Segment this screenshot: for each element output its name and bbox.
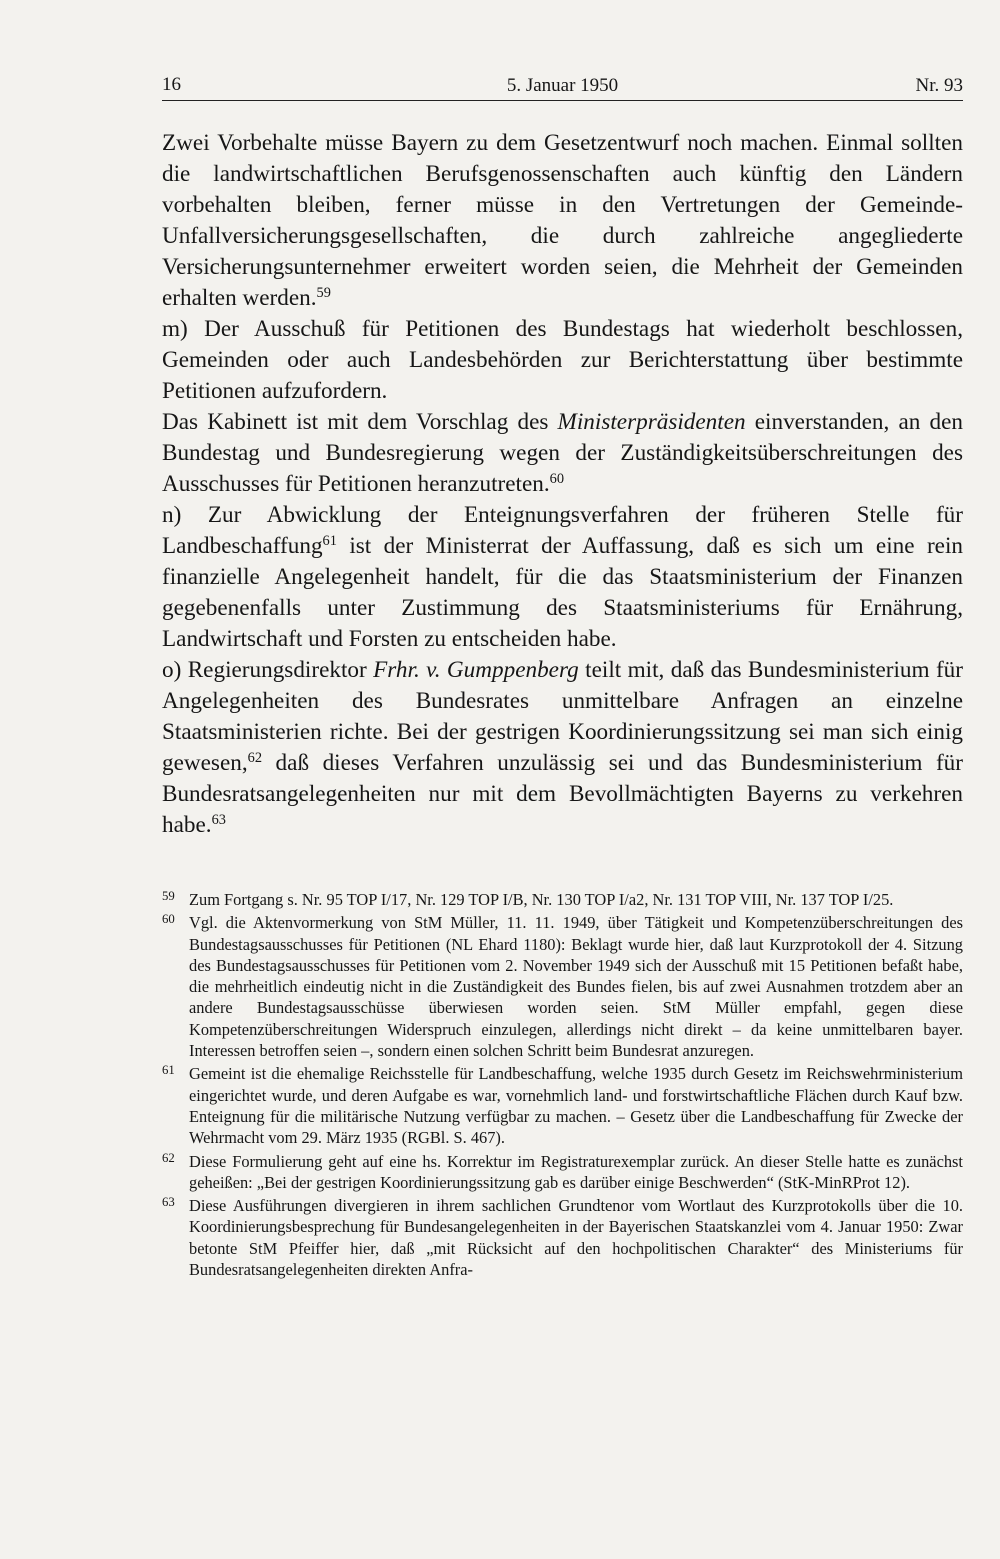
footnote-number: 60 xyxy=(162,912,175,927)
person-name: Frhr. v. Gumppenberg xyxy=(373,657,579,683)
page-number: 16 xyxy=(162,74,181,95)
paragraph-kabinett: Das Kabinett ist mit dem Vorschlag des Ministerpräsidenten einverstanden, an den Bundestag und Bundesregierung wegen der Zuständigkeitsüberschreitungen des Ausschusses für Petitionen heranzutreten.$^{60}$ xyxy=(162,409,964,497)
footnote-number: 63 xyxy=(162,1195,175,1210)
footnote-ref-63[interactable]: 63 xyxy=(211,812,226,829)
footnote-60: 60 Vgl. die Aktenvormerkung von StM Müller, 11. 11. 1949, über Tätigkeit und Kompetenzüberschreitungen des Bundestagsausschusses für Petitionen (NL Ehard 1180): Beklagt wurde hier, daß laut Kurzprotokoll der 4. Sitzung des Bundestagsausschusses für Petitionen vom 2. November 1949 sich der Ausschuß mit 15 Petitionen befaßt habe, die mehrheitlich eindeutig nicht in die Zuständigkeit des Bundes fielen, bis auf zwei Ausnahmen trotzdem aber an andere Bundestagsausschüsse überwiesen worden seien. StM Müller empfahl, gegen diese Kompetenzüberschreitungen Widerspruch einzulegen, allerdings nicht direkt – da keine unmittelbaren bayer. Interessen betroffen seien –, sondern einen solchen Schritt beim Bundesrat anzuregen. xyxy=(162,912,963,1061)
paragraph-o-bundesrat: o) Regierungsdirektor Frhr. v. Gumppenberg teilt mit, daß das Bundesministerium für Angelegenheiten des Bundesrates unmittelbare Anfragen an einzelne Staatsministerien richte. Bei der gestrigen Koordinierungssitzung sei man sich einig gewesen,$^{62}$ daß dieses Verfahren unzulässig sei und das Bundesministerium für Bundesratsangelegenheiten nur mit dem Bevollmächtigten Bayerns zu verkehren habe.$^{63}$ xyxy=(162,657,963,838)
footnote-number: 59 xyxy=(162,889,175,903)
footnote-ref-59[interactable]: 59 xyxy=(316,285,331,302)
document-number: Nr. 93 xyxy=(915,75,963,96)
footnote-63: 63 Diese Ausführungen divergieren in ihrem sachlichen Grundtenor vom Wortlaut des Kurzprotokolls über die 10. Koordinierungsbesprechung für Bundesangelegenheiten in der Bayerischen Staatskanzlei vom 4. Januar 1950: Zwar betonte StM Pfeiffer hier, daß „mit Rücksicht auf den hochpolitischen Charakter“ des Ministeriums für Bundesratsangelegenheiten direkten Anfra- xyxy=(162,1195,963,1280)
paragraph-m-petitionen: m) Der Ausschuß für Petitionen des Bundestags hat wiederholt beschlossen, Gemeinden oder auch Landesbehörden zur Berichterstattung über bestimmte Petitionen aufzufordern. xyxy=(162,316,963,404)
footnotes xyxy=(162,889,963,1282)
main-text xyxy=(162,128,963,841)
person-name: Ministerpräsidenten xyxy=(557,409,746,435)
footnote-ref-62[interactable]: 62 xyxy=(247,750,263,767)
header-date: 5. Januar 1950 xyxy=(506,75,619,96)
footnote-ref-60[interactable]: 60 xyxy=(549,471,565,488)
paragraph-n-landbeschaffung: n) Zur Abwicklung der Enteignungsverfahren der früheren Stelle für Landbeschaffung$^{61}$ ist der Ministerrat der Auffassung, daß es sich um eine rein finanzielle Angelegenheit handelt, für die das Staatsministerium der Finanzen gegebenenfalls unter Zustimmung des Staatsministeriums für Ernährung, Landwirtschaft und Forsten zu entscheiden habe. xyxy=(162,502,963,652)
page xyxy=(162,70,963,841)
footnote-ref-61[interactable]: 61 xyxy=(322,533,337,550)
footnote-number: 61 xyxy=(162,1063,175,1078)
footnote-62: 62 Diese Formulierung geht auf eine hs. Korrektur im Registraturexemplar zurück. An dieser Stelle hatte es zunächst geheißen: „Bei der gestrigen Koordinierungssitzung gab es darüber einige Beschwerden“ (StK-MinRProt 12). xyxy=(162,1150,963,1192)
footnote-number: 62 xyxy=(162,1150,175,1165)
paragraph-vorbehalte: Zwei Vorbehalte müsse Bayern zu dem Gesetzentwurf noch machen. Einmal sollten die landwirtschaftlichen Berufsgenossenschaften auch künftig den Ländern vorbehalten bleiben, ferner müsse in den Vertretungen der Gemeinde-Unfallversicherungsgesellschaften, die durch zahlreiche angegliederte Versicherungsunternehmer erweitert worden seien, die Mehrheit der Gemeinden erhalten werden.$^{59}$ xyxy=(162,130,963,311)
footnote-61: 61 Gemeint ist die ehemalige Reichsstelle für Landbeschaffung, welche 1935 durch Gesetz im Reichswehrministerium eingerichtet wurde, und deren Aufgabe es war, vornehmlich land- und forstwirtschaftliche Flächen durch Kauf bzw. Enteignung für die militärische Nutzung verfügbar zu machen. – Gesetz über die Landbeschaffung für Zwecke der Wehrmacht vom 29. März 1935 (RGBl. S. 467). xyxy=(162,1063,963,1148)
footnote-59: 59 Zum Fortgang s. Nr. 95 TOP I/17, Nr. 129 TOP I/B, Nr. 130 TOP I/a2, Nr. 131 TOP VIII, Nr. 137 TOP I/25. xyxy=(162,889,894,909)
running-header xyxy=(162,70,963,101)
